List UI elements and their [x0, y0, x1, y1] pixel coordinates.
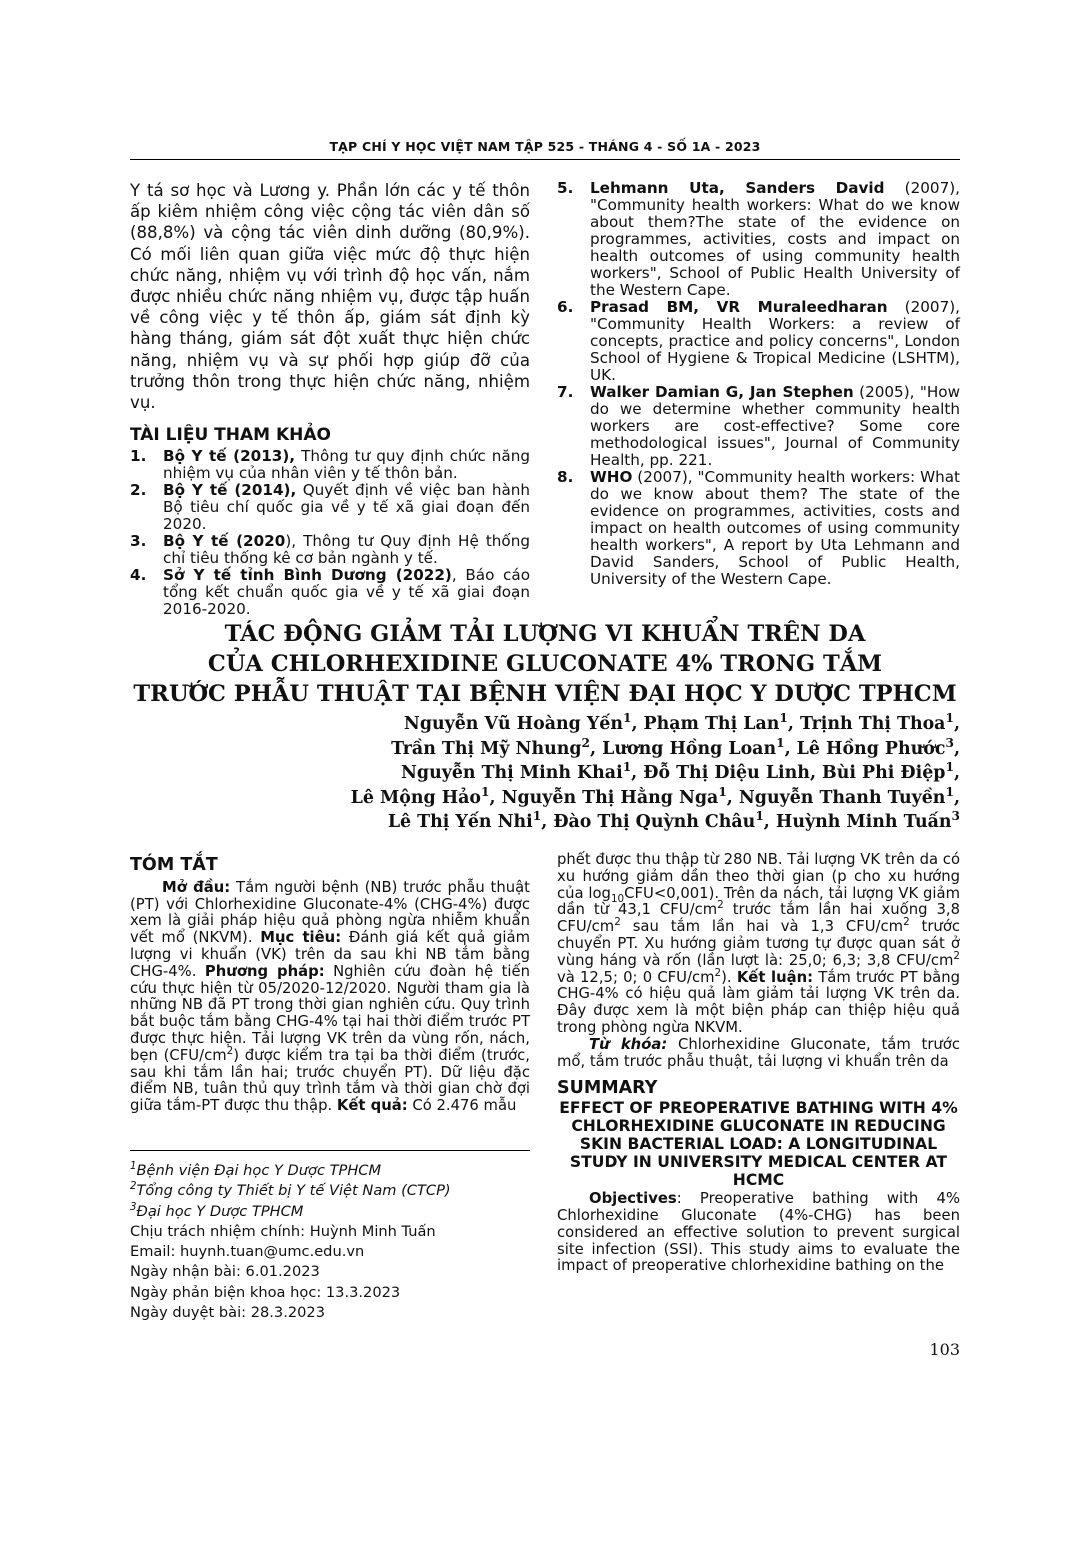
date-reviewed: Ngày phản biện khoa học: 13.3.2023 [130, 1283, 401, 1301]
reference-author: Sở Y tế tỉnh Bình Dương (2022) [163, 566, 452, 585]
author-affiliation: 1 [622, 711, 632, 726]
author-affiliation: 1 [945, 711, 954, 726]
author-name: Đỗ Thị Diệu Linh [643, 763, 810, 784]
author-name: Bùi Phi Điệp [822, 763, 946, 784]
intro-label: Mở đầu: [162, 878, 231, 896]
reference-text: ), Thông tư Quy định Hệ thống chỉ tiêu thống kê cơ bản ngành y tế. [163, 532, 530, 568]
author-name: Trần Thị Mỹ Nhung [391, 738, 582, 759]
reference-number: 4. [130, 566, 147, 585]
results-text: CFU<0,001). Trên da nách, tải lượng VK giảm dần từ 43,1 CFU/cm [557, 884, 960, 919]
right-column-top [557, 180, 960, 588]
abstract-right-column [557, 852, 960, 1275]
reference-author: Bộ Y tế (2014), [163, 481, 297, 500]
reference-item [557, 299, 960, 384]
conclusion-text: Tắm trước PT bằng CHG-4% có hiệu quả làm giảm tải lượng VK trên da. Đây được xem là một biện pháp can thiệp hiệu quả trong phòng ngừa NKVM. [557, 968, 960, 1036]
superscript: 2 [614, 916, 621, 929]
result-text: Có 2.476 mẫu [407, 1097, 517, 1115]
method-text: Nghiên cứu đoàn hệ tiến cứu thực hiện từ 05/2020-12/2020. Người tham gia là những NB đã PT trong thời gian nghiên cứu. Quy trình bắt buộc tắm bằng CHG-4% tại hai thời điểm trước PT được thực hiện. Tải lượng VK trên da vùng rốn, nách, bẹn (CFU/cm [130, 962, 530, 1064]
reference-text: (2005), "How do we determine whether community health workers are cost-effective? Some core methodological issues", Journal of Community Health, pp. 221. [590, 383, 960, 469]
footnotes [130, 1150, 530, 1323]
reference-item [130, 533, 530, 567]
author-line: Lê Thị Yến Nhi$^1$, Đào Thị Quỳnh Châu$^1$, Huỳnh Minh Tuấn$^3$ [387, 809, 960, 833]
author-affiliation: 1 [779, 711, 788, 726]
author-affiliation: 1 [776, 735, 785, 750]
author-name: Lê Mộng Hảo [350, 787, 482, 808]
title-line: TÁC ĐỘNG GIẢM TẢI LƯỢNG VI KHUẨN TRÊN DA [224, 621, 866, 647]
conclusion-label: Kết luận: [736, 968, 814, 986]
references-list-right [557, 180, 960, 588]
abstract-heading: TÓM TẮT [130, 855, 218, 875]
reference-text: , Báo cáo tổng kết chuẩn quốc gia về y tế xã giai đoạn 2016-2020. [163, 566, 531, 619]
author-name: Nguyễn Thanh Tuyền [738, 787, 946, 808]
author-name: Nguyễn Thị Minh Khai [401, 763, 623, 784]
superscript: 2 [714, 966, 722, 979]
subscript: 10 [610, 892, 625, 905]
references-title: TÀI LIỆU THAM KHẢO [130, 425, 331, 446]
method-label: Phương pháp: [204, 962, 325, 980]
objectives-label: Objectives [589, 1190, 677, 1208]
reference-text: (2007), "Community Health Workers: a review of concepts, practice and policy concerns", London School of Hygiene & Tropical Medicine (LSHTM), UK. [590, 298, 960, 384]
author-name: Nguyễn Vũ Hoàng Yến [403, 714, 623, 734]
reference-author: Bộ Y tế (2013), [163, 447, 296, 466]
conclusion-paragraph: Y tá sơ học và Lương y. Phần lớn các y tế thôn ấp kiêm nhiệm công việc cộng tác viên dân số (88,8%) và cộng tác viên dinh dưỡng (80,9%). Có mối liên quan giữa việc mức độ thực hiện chức năng, nhiệm vụ với trình độ học vấn, nắm được nhiều chức năng nhiệm vụ, được tập huấn về công việc y tế thôn ấp, giám sát định kỳ hàng tháng, giám sát đột xuất thực hiện chức năng, nhiệm vụ và sự phối hợp giúp đỡ của trưởng thôn trong thực hiện chức năng, nhiệm vụ. [130, 181, 530, 413]
reference-item [557, 180, 960, 299]
abstract-results-paragraph [557, 852, 960, 1037]
author-name: Trịnh Thị Thoa [799, 714, 946, 734]
reference-number: 7. [557, 383, 574, 401]
email: Email: huynh.tuan@umc.edu.vn [130, 1243, 365, 1261]
author-line: Lê Mộng Hảo$^1$, Nguyễn Thị Hằng Nga$^1$, Nguyễn Thanh Tuyền$^1$, [350, 784, 960, 808]
reference-number: 1. [130, 447, 147, 466]
intro-text: Tắm người bệnh (NB) trước phẫu thuật (PT) với Chlorhexidine Gluconate-4% (CHG-4%) được xem là giải pháp hiệu quả phòng ngừa nhiễm khuẩn vết mổ (NKVM). [130, 878, 530, 947]
left-column-top [130, 180, 530, 618]
references-list-left [130, 448, 530, 618]
reference-text: Quyết định về việc ban hành Bộ tiêu chí quốc gia về y tế xã giai đoạn đến 2020. [163, 481, 531, 534]
author-name: Lê Hồng Phước [796, 738, 946, 759]
author-affiliation: 1 [481, 784, 490, 799]
results-text: trước tắm lần hai xuống 3,8 CFU/cm [557, 901, 960, 936]
aim-label: Mục tiêu: [260, 929, 342, 947]
author-affiliation: 1 [755, 809, 764, 824]
reference-author: Prasad BM, VR Muraleedharan [590, 298, 888, 316]
summary-objectives [557, 1191, 960, 1275]
author-affiliation: 3 [945, 735, 954, 750]
superscript: 2 [903, 916, 910, 929]
title-line: TRƯỚC PHẪU THUẬT TẠI BỆNH VIỆN ĐẠI HỌC Y DƯỢC TPHCM [133, 681, 957, 707]
author-affiliation: 1 [945, 784, 954, 799]
results-text: phết được thu thập từ 280 NB. Tải lượng VK trên da có xu hướng giảm dần theo thời gian (p cho xu hướng của log [557, 851, 960, 902]
results-text: và 12,5; 0; 0 CFU/cm [557, 968, 715, 986]
superscript: 2 [953, 949, 960, 962]
article-title [130, 619, 960, 709]
reference-text: (2007), "Community health workers: What do we know about them? The state of the evidence on programmes, activities, costs and impact on health outcomes of using community health workers", A report by Uta Lehmann and David Sanders, School of Public Health, University of the Western Cape. [590, 468, 960, 588]
reference-number: 6. [557, 298, 574, 316]
reference-item [130, 482, 530, 533]
author-name: Huỳnh Minh Tuấn [775, 812, 952, 833]
superscript: 2 [717, 899, 724, 912]
author-list [300, 712, 960, 835]
affiliation: $^1$Bệnh viện Đại học Y Dược TPHCM [130, 1161, 382, 1179]
summary-heading: SUMMARY [557, 1078, 658, 1099]
running-header: TẠP CHÍ Y HỌC VIỆT NAM TẬP 525 - THÁNG 4 - SỐ 1A - 2023 [130, 139, 960, 160]
reference-author: Bộ Y tế (2020 [163, 532, 286, 551]
author-affiliation: 3 [951, 809, 960, 824]
title-line: CỦA CHLORHEXIDINE GLUCONATE 4% TRONG TẮM [207, 651, 883, 677]
reference-text: Thông tư quy định chức năng nhiệm vụ của nhân viên y tế thôn bản. [163, 447, 530, 483]
author-name: Lương Hồng Loan [602, 738, 777, 759]
reference-item [557, 384, 960, 469]
author-line: Nguyễn Thị Minh Khai$^1$, Đỗ Thị Diệu Linh, Bùi Phi Điệp$^1$, [401, 760, 960, 784]
summary-title: EFFECT OF PREOPERATIVE BATHING WITH 4% CHLORHEXIDINE GLUCONATE IN REDUCING SKIN BACTERIAL LOAD: A LONGITUDINAL STUDY IN UNIVERSITY MEDICAL CENTER AT HCMC [559, 1099, 958, 1190]
author-line: Nguyễn Vũ Hoàng Yến$^1$, Phạm Thị Lan$^1$, Trịnh Thị Thoa$^1$, [403, 711, 960, 734]
author-name: Phạm Thị Lan [643, 714, 780, 734]
results-text: ). [721, 968, 737, 986]
author-affiliation: 1 [622, 760, 632, 775]
reference-number: 8. [557, 468, 574, 486]
reference-item [557, 469, 960, 588]
corresponding-author: Chịu trách nhiệm chính: Huỳnh Minh Tuấn [130, 1222, 436, 1240]
author-line: Trần Thị Mỹ Nhung$^2$, Lương Hồng Loan$^1$, Lê Hồng Phước$^3$, [391, 735, 960, 759]
keywords-paragraph [557, 1037, 960, 1071]
result-label: Kết quả: [336, 1097, 408, 1115]
page-number: 103 [929, 1340, 960, 1359]
abstract-left-column [130, 857, 530, 1115]
affiliation: $^2$Tổng công ty Thiết bị Y tế Việt Nam (CTCP) [130, 1181, 451, 1200]
reference-number: 2. [130, 481, 147, 500]
author-affiliation: 1 [532, 809, 542, 824]
author-affiliation: 1 [718, 784, 727, 799]
results-text: sau tắm lần hai và 1,3 CFU/cm [620, 918, 904, 936]
keywords-text: Chlorhexidine Gluconate, tắm trước mổ, tắm trước phẫu thuật, tải lượng vi khuẩn trên da [557, 1035, 960, 1070]
method-text-2: ) được kiểm tra tại ba thời điểm (trước, sau khi tắm lần hai; trước chuyển PT). Dữ liệu đặc điểm NB, tuân thủ quy trình tắm và thời gian chờ đợi giữa tắm-PT được thu thập. [130, 1046, 530, 1115]
reference-number: 5. [557, 179, 574, 197]
reference-number: 3. [130, 532, 147, 551]
reference-author: WHO [590, 468, 633, 486]
aim-text: Đánh giá kết quả giảm lượng vi khuẩn (VK) trên da sau khi NB tắm bằng CHG-4%. [130, 929, 530, 980]
author-name: Nguyễn Thị Hằng Nga [501, 787, 719, 808]
author-name: Lê Thị Yến Nhi [387, 812, 533, 833]
abstract-paragraph [130, 880, 530, 1115]
reference-author: Walker Damian G, Jan Stephen [590, 383, 854, 401]
affiliation: $^3$Đại học Y Dược TPHCM [130, 1201, 304, 1220]
keywords-label: Từ khóa: [589, 1035, 668, 1053]
author-affiliation: 1 [945, 760, 954, 775]
reference-author: Lehmann Uta, Sanders David [590, 179, 885, 197]
superscript: 2 [226, 1044, 234, 1057]
author-name: Đào Thị Quỳnh Châu [553, 812, 756, 833]
results-text: trước chuyển PT. Xu hướng giảm tương tự được quan sát ở vùng háng và rốn (lần lượt là: 25,0; 6,3; 3,8 CFU/cm [557, 918, 961, 969]
reference-item [130, 448, 530, 482]
reference-item [130, 567, 530, 618]
author-affiliation: 2 [581, 735, 591, 750]
date-received: Ngày nhận bài: 6.01.2023 [130, 1263, 320, 1281]
objectives-text: : Preoperative bathing with 4% Chlorhexidine Gluconate (4%-CHG) has been considered an effective solution to prevent surgical site infection (SSI). This study aims to evaluate the impact of preoperative chlorhexidine bathing on the [557, 1190, 960, 1275]
date-accepted: Ngày duyệt bài: 28.3.2023 [130, 1304, 325, 1322]
reference-text: (2007), "Community health workers: What do we know about them?The state of the evidence on programmes, activities, costs and impact on health outcomes of using community health workers", School of Public Health University of the Western Cape. [590, 179, 960, 299]
